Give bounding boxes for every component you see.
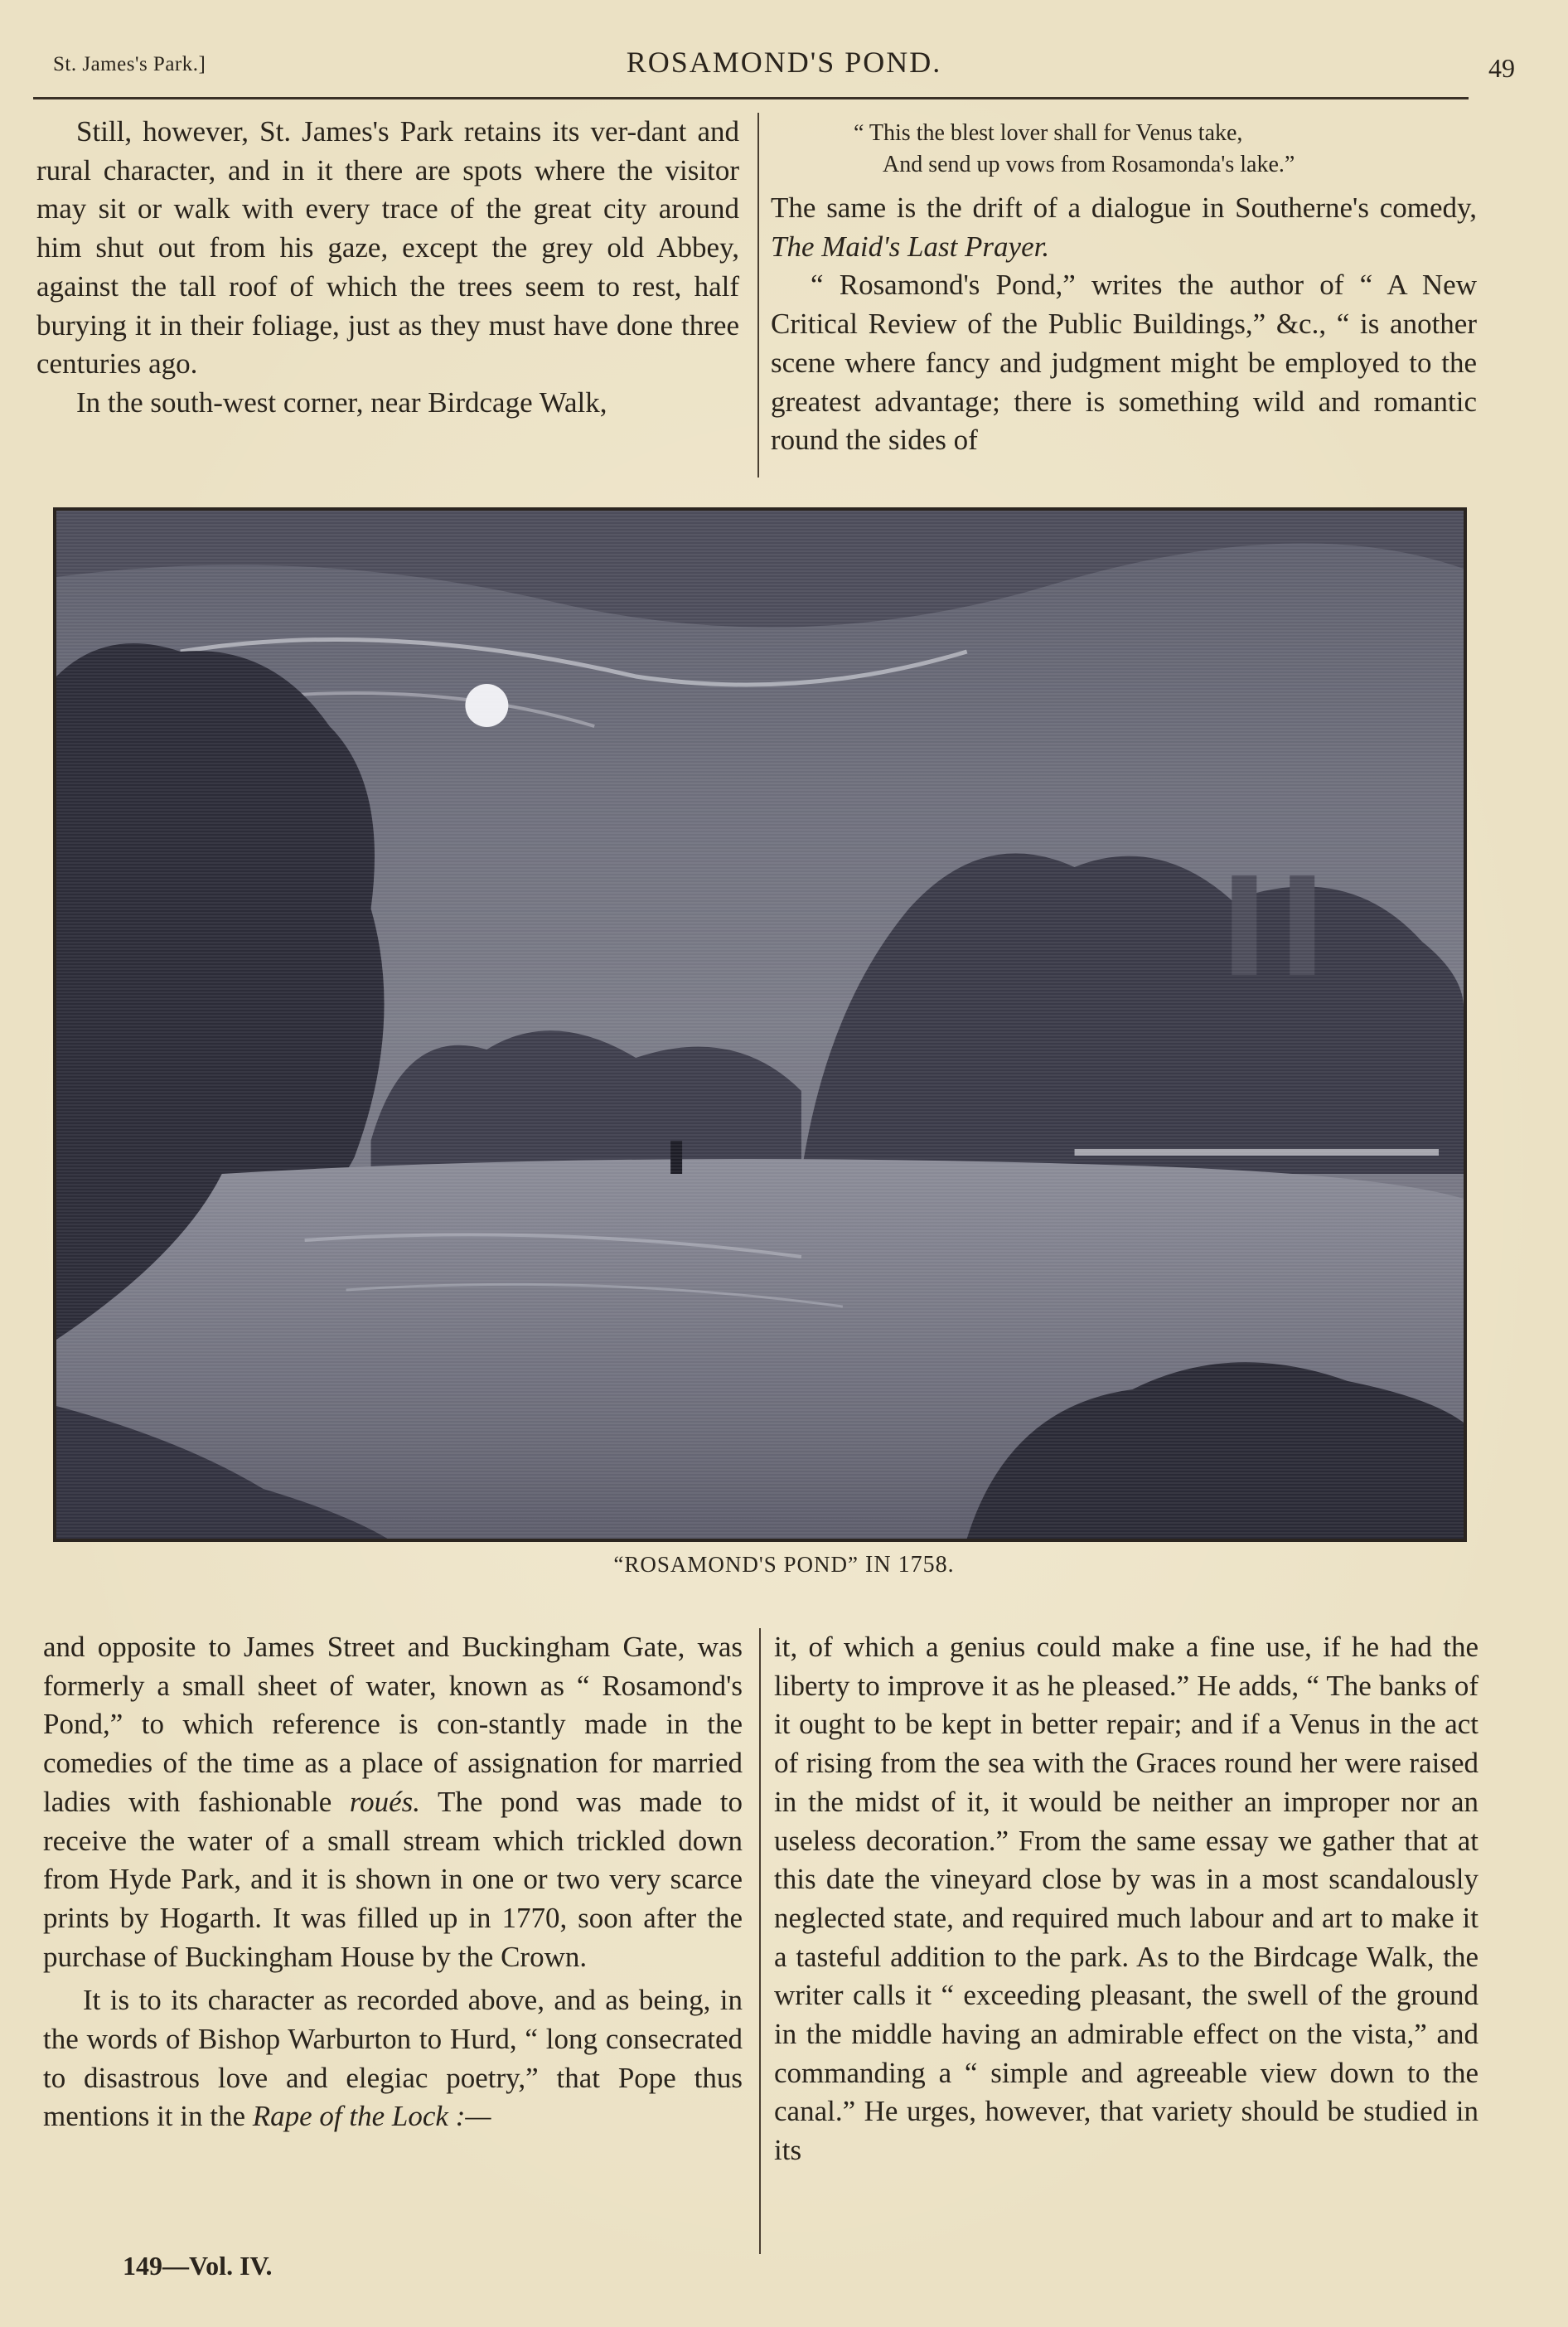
column-rule [757,113,759,478]
section-label: St. James's Park.] [53,53,206,75]
paragraph-text: The pond was made to receive the water of a small stream which trickled down from Hyde Park, and it is shown in one or two very scarce prints by Hogarth. It was filled up in 1770, soon after the purchase of Buckingham House by the Crown. [43,1785,743,1973]
figure-caption [0,1552,1568,1578]
caption-title: “ROSAMOND'S POND” [613,1552,859,1577]
engraving-illustration [53,507,1467,1542]
paragraph [771,189,1477,266]
verse-quote [771,118,1477,181]
paragraph [43,1981,743,2136]
verse-line: And send up vows from Rosamonda's lake.” [883,152,1295,177]
paragraph: “ Rosamond's Pond,” writes the author of “ A New Critical Review of the Public Buildings,” &c., “ is another scene where fancy and judgment might be employed to the greatest advantage; there is something wild and romantic round the sides of [771,269,1477,457]
engraving-art [56,511,1464,1539]
top-right-column [771,118,1477,460]
paragraph-text: It is to its character as recorded above, and as being, in the words of Bishop Warburton to Hurd, “ long consecrated to disastrous love and elegiac poetry,” that Pope thus mentions it in the [43,1984,743,2133]
verse-line: “ This the blest lover shall for Venus take, [854,120,1243,146]
poem-title: Rape of the Lock :— [252,2100,491,2133]
page-number: 49 [1488,53,1515,83]
paragraph-text: The same is the drift of a dialogue in Southerne's comedy, [771,191,1477,224]
header-rule [33,97,1469,99]
page-title: ROSAMOND'S POND. [626,46,942,79]
top-left-column [36,113,739,423]
caption-year: IN 1758. [865,1552,955,1578]
bottom-left-column [43,1628,743,2136]
signature-mark: 149—Vol. IV. [123,2251,273,2281]
paragraph: Still, however, St. James's Park retains its ver-dant and rural character, and in it there are spots where the visitor may sit or walk with every trace of the great city around him shut out from his gaze, except the grey old Abbey, against the tall roof of which the trees seem to rest, half burying it in their foliage, just as they must have done three centuries ago. [36,115,739,381]
italic-word: roués. [349,1785,421,1818]
paragraph [43,1628,743,1976]
running-header [33,40,1535,98]
play-title: The Maid's Last Prayer. [771,230,1050,263]
paragraph: it, of which a genius could make a fine use, if he had the liberty to improve it as he pleased.” He adds, “ The banks of it ought to be kept in better repair; and if a Venus in the act of rising from the sea with the Graces round her were raised in the midst of it, it would be neither an improper nor an useless decoration.” From the same essay we gather that at this date the vineyard close by was in a most scandalously neglected state, and required much labour and art to make it a tasteful addition to the park. As to the Birdcage Walk, the writer calls it “ exceeding pleasant, the swell of the ground in the middle having an admirable effect on the vista,” and commanding a “ simple and agreeable view down to the canal.” He urges, however, that variety should be studied in its [774,1631,1478,2167]
paragraph-text: and opposite to James Street and Buckingham Gate, was formerly a small sheet of water, known as “ Rosamond's Pond,” to which reference is con-stantly made in the comedies of the time as a place of assignation for married ladies with fashionable [43,1631,743,1818]
column-rule [759,1628,761,2254]
bottom-right-column [774,1628,1478,2170]
paragraph: In the south-west corner, near Birdcage Walk, [76,385,607,419]
